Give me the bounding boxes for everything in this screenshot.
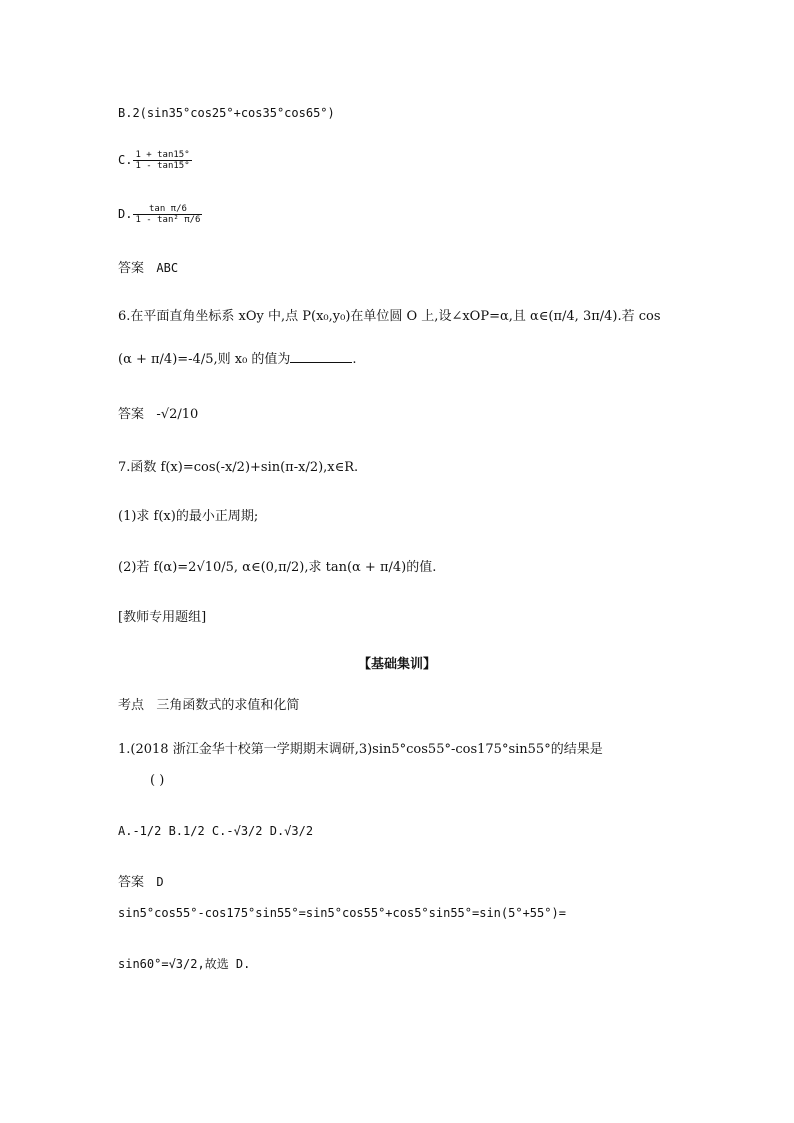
option-d-denominator: 1 - tan² π/6 [135, 215, 201, 225]
answer-label: 答案 [118, 407, 145, 422]
question-7-part2: (2)若 f(α)=2√10/5, α∈(0,π/2),求 tan(α + π/4)的值. [118, 560, 437, 575]
answer-5 [118, 259, 178, 278]
solution-line2: sin60°=√3/2,故选 D. [118, 957, 251, 971]
question-6-end: . [352, 352, 357, 367]
option-d-fraction [133, 204, 202, 225]
section-title: 【基础集训】 [357, 657, 436, 672]
solution-line1: sin5°cos55°-cos175°sin55°=sin5°cos55°+cos5°sin55°=sin(5°+55°)= [118, 906, 566, 920]
option-b: B.2(sin35°cos25°+cos35°cos65°) [118, 106, 335, 120]
answer-value: D [156, 875, 164, 889]
answer-6 [118, 406, 198, 424]
answer-label: 答案 [118, 875, 145, 890]
answer-label: 答案 [118, 261, 145, 276]
question-6-line1: 6.在平面直角坐标系 xOy 中,点 P(x₀,y₀)在单位圆 O 上,设∠xOP=α,且 α∈(π/4, 3π/4).若 cos [118, 309, 661, 324]
question-1-stem: 1.(2018 浙江金华十校第一学期期末调研,3)sin5°cos55°-cos175°sin55°的结果是 [118, 742, 603, 757]
question-7-stem: 7.函数 f(x)=cos(-x/2)+sin(π-x/2),x∈R. [118, 460, 359, 475]
question-6-condition: (α + π/4)=-4/5,则 x₀ 的值为 [118, 352, 291, 367]
question-6-line2 [118, 350, 357, 369]
option-c-numerator: 1 + tan15° [135, 150, 190, 160]
teacher-group-heading: [教师专用题组] [118, 610, 207, 625]
topic-line [118, 697, 299, 715]
answer-1 [118, 873, 164, 892]
option-d-label: D. [118, 207, 133, 221]
option-d [118, 204, 203, 225]
question-1-paren: ( ) [150, 773, 165, 788]
answer-blank[interactable] [290, 350, 352, 363]
question-7-part1: (1)求 f(x)的最小正周期; [118, 509, 259, 524]
topic-text: 三角函数式的求值和化简 [156, 698, 300, 713]
answer-value: ABC [156, 261, 179, 275]
topic-label: 考点 [118, 698, 145, 713]
option-c-fraction [133, 150, 191, 171]
option-d-numerator: tan π/6 [133, 204, 202, 215]
question-1-options: A.-1/2 B.1/2 C.-√3/2 D.√3/2 [118, 824, 314, 838]
option-c-label: C. [118, 153, 133, 167]
option-c-denominator: 1 - tan15° [135, 161, 190, 171]
option-c [118, 150, 193, 171]
answer-value: -√2/10 [156, 407, 199, 422]
